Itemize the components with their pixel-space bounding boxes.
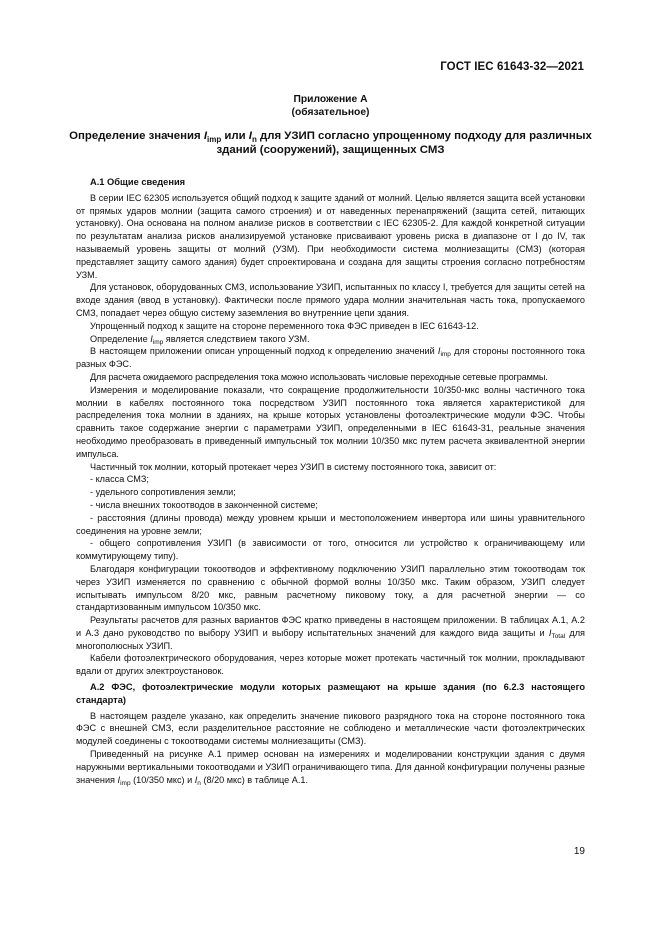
title-symbol-sub-n: n (251, 135, 257, 144)
paragraph: В настоящем разделе указано, как определить значение пикового разрядного тока на стороне постоянного тока ФЭС с внешней СМЗ, если разделительное расстояние не соблюдено и металлические части фотоэлектрических модулей соединены с токоотводами системы молниезащиты (СМЗ). (76, 710, 585, 747)
annex-subtitle: (обязательное) (291, 107, 370, 118)
text-run: (8/20 мкс) в таблице А.1. (200, 774, 309, 785)
paragraph (76, 333, 585, 346)
document-body (76, 176, 585, 786)
paragraph: Для расчета ожидаемого распределения тока можно использовать числовые переходные сетевые программы. (90, 371, 548, 382)
paragraph: Кабели фотоэлектрического оборудования, через которые может протекать частичный ток молнии, прокладывают вдали от других электроустановок. (76, 653, 585, 677)
symbol-i: I (437, 346, 441, 357)
title-text-3: для УЗИП согласно упрощенному подходу для различных зданий (сооружений), защищенных СМЗ (216, 130, 592, 156)
text-run: для стороны постоянного тока разных ФЭС. (76, 346, 585, 370)
symbol-i: I (150, 333, 153, 344)
page-number: 19 (573, 846, 585, 857)
text-run: для многополюсных УЗИП. (76, 627, 585, 651)
list-item: - числа внешних токоотводов в законченной системе; (90, 499, 318, 510)
list-item: - общего сопротивления УЗИП (в зависимости от того, относится ли устройство к ограничивающему или коммутирующему типу). (76, 538, 585, 562)
symbol-sub: imp (120, 779, 131, 787)
text-run: (10/350 мкс) и (130, 774, 195, 785)
symbol-i: I (117, 774, 121, 785)
symbol-sub: imp (152, 338, 164, 346)
title-text-2: или (221, 130, 249, 142)
paragraph: Частичный ток молнии, который протекает через УЗИП в систему постоянного тока, зависит от: (90, 461, 497, 472)
symbol-sub: Total (551, 632, 566, 640)
text-run: В настоящем приложении описан упрощенный подход к определению значений (90, 346, 438, 357)
paragraph: Упрощенный подход к защите на стороне переменного тока ФЭС приведен в IEC 61643-12. (90, 320, 479, 331)
title-text-1: Определение значения (69, 130, 204, 142)
text-run: Результаты расчетов для разных вариантов ФЭС кратко приведены в настоящем приложении. В таблицах А.1, А.2 и А.3 дано руководство по выбору УЗИП и выбору испытательных значений для каждого вида защиты и (76, 615, 585, 638)
symbol-i: I (548, 627, 552, 638)
symbol-i: I (194, 774, 198, 785)
symbol-sub: n (197, 779, 201, 787)
annex-main-title (58, 129, 603, 157)
list-item: - удельного сопротивления земли; (90, 487, 236, 498)
paragraph (76, 345, 585, 371)
title-symbol-sub-imp: imp (206, 135, 222, 144)
paragraph: В серии IEC 62305 используется общий подход к защите зданий от молний. Целью является защита всей установки от прямых ударов молнии (защита самого строения) и от наведенных перенапряжений (защита сетей, питающих установку). Она основана на полном анализе рисков в соответствии с IEC 62305-2. Для каждой конкретной ситуации по результатам анализа рисков анализируемой установке присваивают уровень риска в диапазоне от I до IV, так называемый уровень защиты от молний (УЗМ). При необходимости система молниезащиты (СМЗ) (которая представляет защиту самого здания) будет спроектирована и создана для защиты строения согласно потребностям УЗМ. (76, 192, 585, 280)
text-run: Определение (90, 333, 151, 344)
standard-header: ГОСТ IEC 61643-32—2021 (440, 61, 584, 73)
text-run: является следствием такого УЗМ. (163, 333, 310, 344)
title-symbol-i-2: I (248, 130, 252, 142)
paragraph: Измерения и моделирование показали, что сокращение продолжительности 10/350-мкс волны частичного тока молнии в кабелях постоянного тока посредством УЗИП постоянного тока является характеристикой для распределения тока молнии в зданиях, на крыше которых установлены фотоэлектрические модули ФЭС. Чтобы сравнить такое содержание энергии с параметрами УЗИП, определенными в IEC 61643-31, реальные значения необходимо преобразовать в приведенный импульсный ток молнии 10/350 мкс путем расчета эквивалентной энергии импульса. (76, 384, 585, 459)
text-run: Приведенный на рисунке А.1 пример основан на измерениях и моделировании конструкции здания с двумя наружными вертикальными токоотводами и УЗИП ограничивающего типа. Для данной конфигурации получены разные значения (76, 749, 585, 785)
list-item: - расстояния (длины провода) между уровнем крыши и местоположением инвертора или шины уравнительного соединения на уровне земли; (76, 512, 585, 536)
list-item: - класса СМЗ; (90, 474, 149, 485)
title-symbol-i: I (203, 130, 207, 142)
paragraph (76, 614, 585, 652)
paragraph: Благодаря конфигурации токоотводов и эффективному подключению УЗИП параллельно этим токоотводам ток через УЗИП изменяется по сравнению с обычной формой волны 10/350 мкс. Таким образом, УЗИП следует испытывать импульсом 8/20 мкс, равным расчетному пиковому току, а для расчетной энергии — со стандартизованным импульсом 10/350 мкс. (76, 563, 585, 613)
section-a1-heading: А.1 Общие сведения (90, 177, 186, 187)
paragraph (76, 748, 585, 786)
section-a2-heading: А.2 ФЭС, фотоэлектрические модули которых размещают на крыше здания (по 6.2.3 настоящего стандарта) (76, 682, 585, 705)
annex-title: Приложение А (293, 94, 368, 105)
paragraph: Для установок, оборудованных СМЗ, использование УЗИП, испытанных по классу I, требуется для защиты сетей на входе здания (ввод в установку). Фактически после прямого удара молнии значительная часть тока, пропускаемого СМЗ, попадает через общую систему заземления во внутренние цепи здания. (76, 282, 585, 318)
symbol-sub: imp (440, 351, 451, 359)
